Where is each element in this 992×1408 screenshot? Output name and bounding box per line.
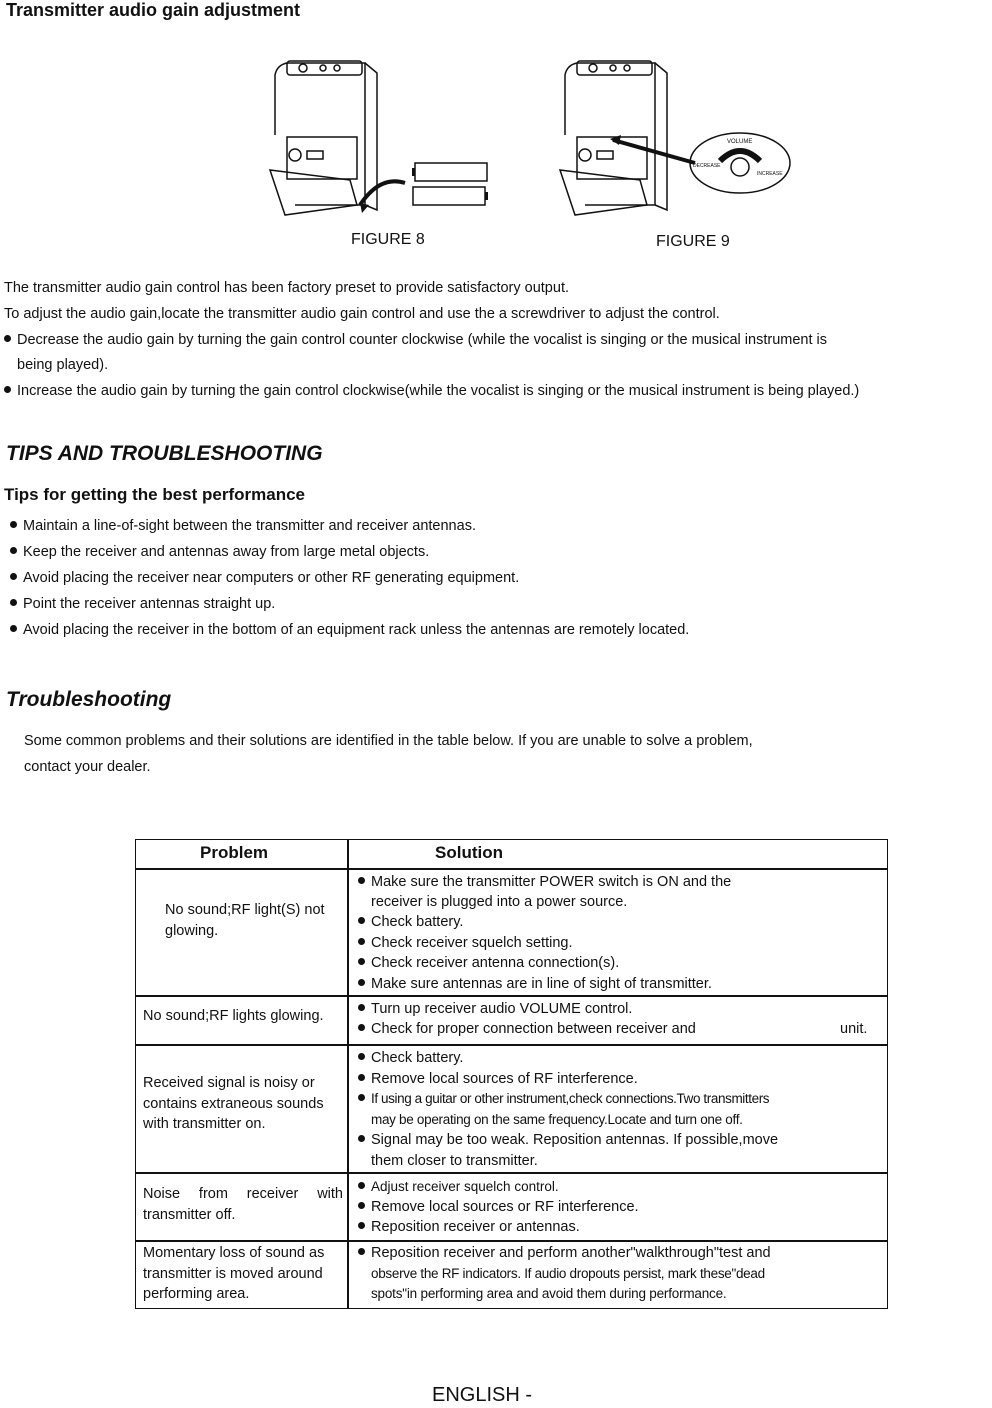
gain-bullet-decrease-cont: being played). (17, 357, 109, 373)
bullet-icon (358, 1135, 365, 1142)
solution-line: Make sure the transmitter POWER switch is ON and the (358, 872, 731, 893)
troubleshooting-intro-2: contact your dealer. (24, 759, 151, 775)
solution-line: may be operating on the same frequency.Locate and turn one off. (371, 1112, 743, 1127)
tips-item (10, 596, 275, 612)
bullet-icon (358, 958, 365, 965)
figure-8-label: FIGURE 8 (351, 231, 425, 248)
solution-line: Remove local sources of RF interference. (358, 1069, 638, 1090)
table-row-problem: Momentary loss of sound as transmitter is moved around performing area. (143, 1245, 325, 1302)
solution-line: observe the RF indicators. If audio dropouts persist, mark these"dead (371, 1266, 765, 1281)
solution-line: Reposition receiver or antennas. (358, 1217, 580, 1238)
tips-subtitle: Tips for getting the best performance (4, 485, 306, 504)
tips-item (10, 570, 519, 586)
decrease-label: DECREASE (693, 163, 721, 169)
tips-item-text: Maintain a line-of-sight between the transmitter and receiver antennas. (23, 518, 476, 534)
solution-line: Adjust receiver squelch control. (358, 1177, 559, 1198)
figure-8-illustration (265, 55, 495, 225)
solution-line: Check receiver squelch setting. (358, 933, 573, 954)
table-row-problem: Received signal is noisy or contains extraneous sounds with transmitter on. (143, 1075, 324, 1132)
bullet-icon (358, 917, 365, 924)
tips-item (10, 622, 689, 638)
table-row-divider (135, 1240, 888, 1242)
gain-bullet-decrease-text: Decrease the audio gain by turning the gain control counter clockwise (while the vocalist is singing or the musical instrument is (17, 332, 827, 348)
table-row-divider (135, 1172, 888, 1174)
table-row-problem: No sound;RF lights glowing. (143, 1008, 324, 1024)
solution-line: receiver is plugged into a power source. (371, 894, 628, 910)
bullet-icon (358, 1074, 365, 1081)
bullet-icon (10, 625, 17, 632)
solution-line: unit. (840, 1021, 868, 1037)
table-column-divider (347, 839, 349, 1309)
bullet-icon (10, 573, 17, 580)
troubleshooting-title: Troubleshooting (6, 688, 172, 711)
table-row-divider (135, 1044, 888, 1046)
troubleshooting-intro-1: Some common problems and their solutions are identified in the table below. If you are unable to solve a problem, (24, 733, 753, 749)
table-row-problem: No sound;RF light(S) not glowing. (165, 902, 325, 939)
table-row-problem: Noise from receiver with transmitter off. (143, 1186, 343, 1223)
bullet-icon (358, 1024, 365, 1031)
volume-label: VOLUME (727, 139, 753, 145)
tips-item-text: Avoid placing the receiver near computers or other RF generating equipment. (23, 570, 520, 586)
bullet-icon (10, 599, 17, 606)
bullet-icon (358, 1202, 365, 1209)
tips-section-title: TIPS AND TROUBLESHOOTING (6, 442, 323, 465)
tips-item (10, 518, 476, 534)
increase-label: INCREASE (757, 171, 783, 177)
page-footer: ENGLISH - (432, 1384, 533, 1406)
solution-line: Check receiver antenna connection(s). (358, 953, 619, 974)
gain-bullet-increase (4, 381, 859, 402)
solution-line: Reposition receiver and perform another"walkthrough"test and (358, 1243, 771, 1264)
figure-9-illustration (555, 55, 795, 225)
solution-line: If using a guitar or other instrument,check connections.Two transmitters (358, 1089, 769, 1110)
solution-line: Check for proper connection between receiver and (358, 1019, 696, 1040)
page-heading-gain: Transmitter audio gain adjustment (6, 0, 301, 20)
gain-bullet-decrease (4, 330, 827, 351)
bullet-icon (10, 521, 17, 528)
tips-item (10, 544, 429, 560)
bullet-icon (358, 1182, 365, 1189)
bullet-icon (358, 1248, 365, 1255)
table-header-solution: Solution (435, 843, 503, 862)
bullet-icon (4, 335, 11, 342)
bullet-icon (358, 938, 365, 945)
solution-line: Check battery. (358, 1048, 463, 1069)
solution-line: them closer to transmitter. (371, 1153, 538, 1169)
solution-line: Remove local sources or RF interference. (358, 1197, 639, 1218)
bullet-icon (358, 1094, 365, 1101)
tips-item-text: Keep the receiver and antennas away from large metal objects. (23, 544, 430, 560)
table-row-divider (135, 995, 888, 997)
gain-bullet-increase-text: Increase the audio gain by turning the gain control clockwise(while the vocalist is singing or the musical instrument is being played.) (17, 383, 860, 399)
bullet-icon (358, 1004, 365, 1011)
bullet-icon (10, 547, 17, 554)
bullet-icon (358, 1053, 365, 1060)
solution-line: Check battery. (358, 912, 463, 933)
figure-9-label: FIGURE 9 (656, 233, 730, 250)
solution-line: Turn up receiver audio VOLUME control. (358, 999, 632, 1020)
bullet-icon (358, 877, 365, 884)
solution-line: spots"in performing area and avoid them during performance. (371, 1286, 727, 1301)
table-header-problem: Problem (200, 843, 269, 862)
bullet-icon (358, 979, 365, 986)
bullet-icon (358, 1222, 365, 1229)
table-row-divider (135, 868, 888, 870)
tips-item-text: Point the receiver antennas straight up. (23, 596, 276, 612)
gain-paragraph-2: To adjust the audio gain,locate the transmitter audio gain control and use the a screwdriver to adjust the control. (4, 306, 720, 322)
solution-line: Make sure antennas are in line of sight of transmitter. (358, 974, 712, 995)
bullet-icon (4, 386, 11, 393)
gain-paragraph-1: The transmitter audio gain control has been factory preset to provide satisfactory output. (4, 280, 569, 296)
tips-item-text: Avoid placing the receiver in the bottom of an equipment rack unless the antennas are remotely located. (23, 622, 690, 638)
solution-line: Signal may be too weak. Reposition antennas. If possible,move (358, 1130, 778, 1151)
